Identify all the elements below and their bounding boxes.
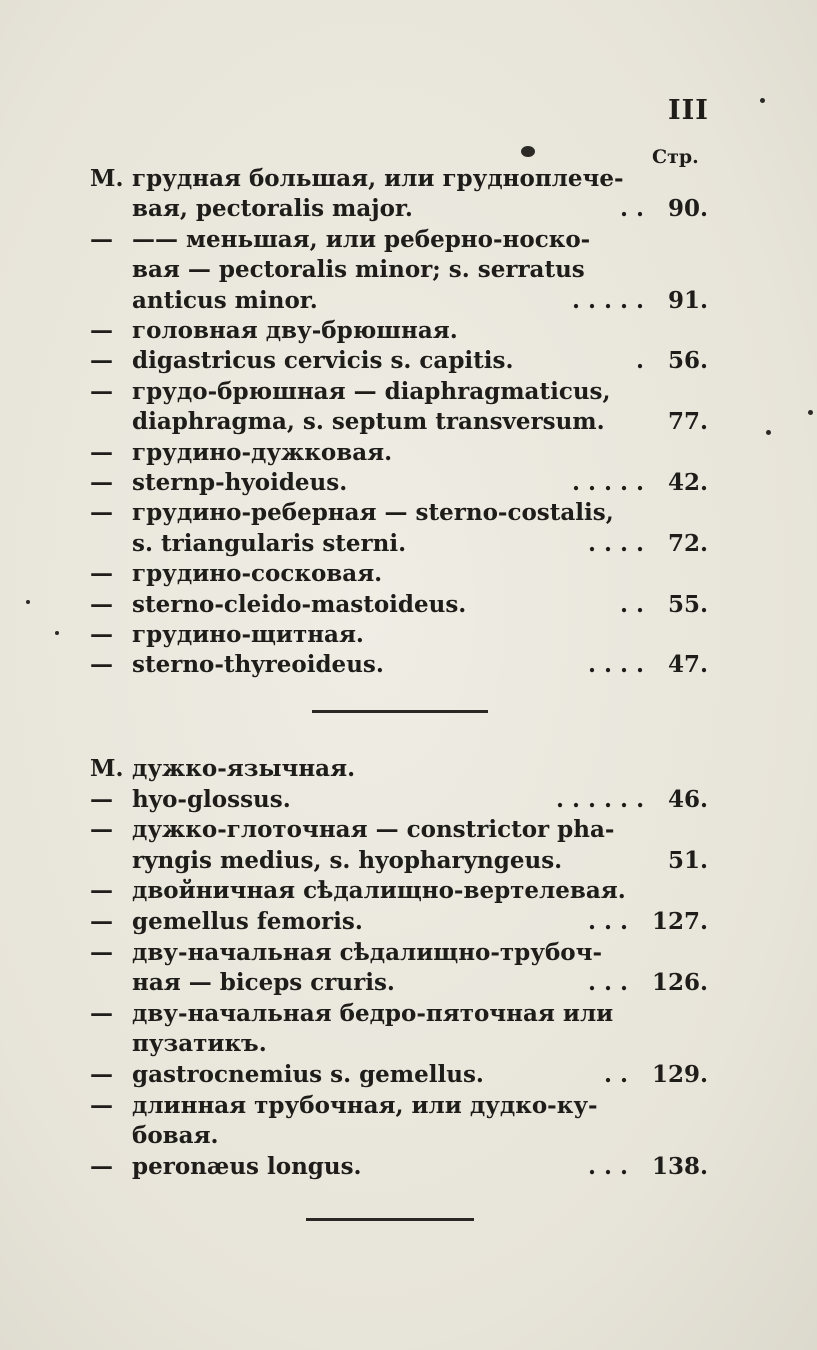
entry-text: грудино-щитная. bbox=[132, 621, 364, 648]
entry-marker: — bbox=[90, 377, 113, 405]
entry-text: diaphragma, s. septum transversum. bbox=[132, 408, 605, 436]
page-number: III bbox=[668, 95, 709, 126]
index-entry-line bbox=[90, 1152, 710, 1182]
entry-text: пузатикъ. bbox=[132, 1030, 267, 1058]
leader-dots: . bbox=[636, 347, 645, 375]
ink-speck bbox=[521, 146, 535, 157]
leader-dots: . . . . bbox=[588, 529, 645, 557]
index-entry-line bbox=[90, 498, 710, 528]
entry-marker: — bbox=[90, 1152, 113, 1180]
index-entry-line bbox=[90, 316, 710, 346]
leader-dots: . . . bbox=[588, 1152, 629, 1180]
index-entry-line bbox=[90, 286, 710, 316]
entry-marker: — bbox=[90, 347, 113, 375]
entry-marker: — bbox=[90, 999, 113, 1027]
index-entry-line bbox=[90, 438, 710, 468]
entry-marker: — bbox=[90, 651, 113, 679]
leader-dots: . . . bbox=[588, 908, 629, 935]
entry-text: грудино-реберная — sterno-costalis, bbox=[132, 499, 614, 527]
entry-marker: — bbox=[90, 590, 113, 618]
entry-text: длинная трубочная, или дудко-ку- bbox=[132, 1091, 598, 1119]
entry-page-number: 42. bbox=[667, 469, 708, 496]
entry-page-number: 91. bbox=[667, 286, 708, 314]
entry-text: ryngis medius, s. hyopharyngeus. bbox=[132, 846, 563, 874]
index-entry-line bbox=[90, 907, 710, 937]
index-entry-line bbox=[90, 529, 710, 559]
entry-text: peronæus longus. bbox=[132, 1152, 362, 1180]
entry-page-number: 129. bbox=[651, 1061, 708, 1088]
index-entry-line bbox=[90, 407, 710, 437]
entry-marker: — bbox=[90, 560, 113, 588]
entry-marker: — bbox=[90, 225, 113, 253]
index-entry-line bbox=[90, 620, 710, 650]
entry-marker: — bbox=[90, 877, 113, 905]
index-entry-line bbox=[90, 225, 710, 255]
entry-text: дужко-язычная. bbox=[132, 755, 356, 782]
entry-text: —— меньшая, или реберно-носко- bbox=[132, 225, 591, 253]
entry-text: вая, pectoralis major. bbox=[132, 195, 413, 223]
index-entry-line bbox=[90, 1060, 710, 1090]
entry-text: sterno-cleido-mastoideus. bbox=[132, 590, 467, 618]
entry-marker: — bbox=[90, 469, 113, 496]
index-entry-line bbox=[90, 255, 710, 285]
entry-text: дву-начальная бедро-пяточная или bbox=[132, 999, 614, 1027]
entry-marker: — bbox=[90, 908, 113, 935]
index-entry-line bbox=[90, 194, 710, 224]
entry-page-number: 55. bbox=[667, 590, 708, 618]
index-entry-line bbox=[90, 876, 710, 906]
entry-text: головная дву-брюшная. bbox=[132, 317, 458, 344]
ink-speck bbox=[766, 430, 771, 435]
index-entry-line bbox=[90, 650, 710, 680]
index-entry-line bbox=[90, 815, 710, 845]
entry-page-number: 51. bbox=[667, 846, 708, 874]
index-entry-line bbox=[90, 785, 710, 815]
index-entry-line bbox=[90, 754, 710, 784]
leader-dots: . . . . bbox=[588, 651, 645, 679]
entry-text: грудино-сосковая. bbox=[132, 560, 383, 588]
ink-speck bbox=[808, 410, 813, 415]
entry-page-number: 77. bbox=[667, 408, 708, 436]
entry-page-number: 127. bbox=[651, 908, 708, 935]
leader-dots: . . . bbox=[588, 969, 629, 997]
ink-speck bbox=[26, 600, 30, 604]
entry-marker: — bbox=[90, 938, 113, 966]
entry-marker: — bbox=[90, 438, 113, 466]
entry-page-number: 47. bbox=[667, 651, 708, 679]
section-divider-1 bbox=[312, 710, 488, 713]
entry-text: грудная большая, или грудноплече- bbox=[132, 165, 624, 192]
entry-page-number: 138. bbox=[651, 1152, 708, 1180]
leader-dots: . . bbox=[620, 195, 645, 223]
leader-dots: . . . . . bbox=[572, 286, 645, 314]
ink-speck bbox=[55, 631, 59, 635]
entry-text: вая — pectoralis minor; s. serratus bbox=[132, 256, 585, 284]
entry-text: грудо-брюшная — diaphragmaticus, bbox=[132, 377, 611, 405]
page-column-label: Стр. bbox=[652, 146, 699, 168]
entry-text: gastrocnemius s. gemellus. bbox=[132, 1061, 484, 1088]
index-entry-line bbox=[90, 377, 710, 407]
index-entry-line bbox=[90, 1029, 710, 1059]
entry-text: hyo-glossus. bbox=[132, 785, 291, 813]
entry-page-number: 72. bbox=[667, 529, 708, 557]
entry-text: дужко-глоточная — constrictor pha- bbox=[132, 816, 615, 844]
index-entry-line bbox=[90, 968, 710, 998]
entry-text: бовая. bbox=[132, 1122, 219, 1150]
entry-marker: — bbox=[90, 785, 113, 813]
index-entry-line bbox=[90, 590, 710, 620]
leader-dots: . . . . . . bbox=[556, 785, 645, 813]
index-entry-line bbox=[90, 1091, 710, 1121]
leader-dots: . . bbox=[620, 590, 645, 618]
entry-marker: — bbox=[90, 621, 113, 648]
leader-dots: . . bbox=[604, 1061, 629, 1088]
index-entry-line bbox=[90, 999, 710, 1029]
index-entry-line bbox=[90, 346, 710, 376]
entry-text: двойничная сѣдалищно-вертелевая. bbox=[132, 877, 626, 905]
leader-dots: . . . . . bbox=[572, 469, 645, 496]
entry-text: sternp-hyoideus. bbox=[132, 469, 348, 496]
entry-page-number: 56. bbox=[667, 347, 708, 375]
entry-marker: — bbox=[90, 317, 113, 344]
index-entry-line bbox=[90, 1121, 710, 1151]
entry-text: грудино-дужковая. bbox=[132, 438, 393, 466]
entry-text: sterno-thyreoideus. bbox=[132, 651, 384, 679]
index-entry-line bbox=[90, 468, 710, 498]
index-entry-line bbox=[90, 846, 710, 876]
index-entry-line bbox=[90, 559, 710, 589]
entry-marker: — bbox=[90, 1091, 113, 1119]
ink-speck bbox=[760, 98, 765, 103]
entry-page-number: 46. bbox=[667, 785, 708, 813]
entry-marker: М. bbox=[90, 755, 124, 782]
section-divider-2 bbox=[306, 1218, 474, 1221]
entry-page-number: 90. bbox=[667, 195, 708, 223]
entry-text: ная — biceps cruris. bbox=[132, 969, 395, 997]
entry-marker: М. bbox=[90, 165, 124, 192]
entry-marker: — bbox=[90, 1061, 113, 1088]
entry-marker: — bbox=[90, 816, 113, 844]
entry-marker: — bbox=[90, 499, 113, 527]
entry-text: anticus minor. bbox=[132, 286, 318, 314]
entry-text: s. triangularis sterni. bbox=[132, 529, 407, 557]
entry-text: gemellus femoris. bbox=[132, 908, 363, 935]
entry-text: дву-начальная сѣдалищно-трубоч- bbox=[132, 938, 603, 966]
entry-text: digastricus cervicis s. capitis. bbox=[132, 347, 514, 375]
index-entry-line bbox=[90, 938, 710, 968]
index-entry-line bbox=[90, 164, 710, 194]
entry-page-number: 126. bbox=[651, 969, 708, 997]
